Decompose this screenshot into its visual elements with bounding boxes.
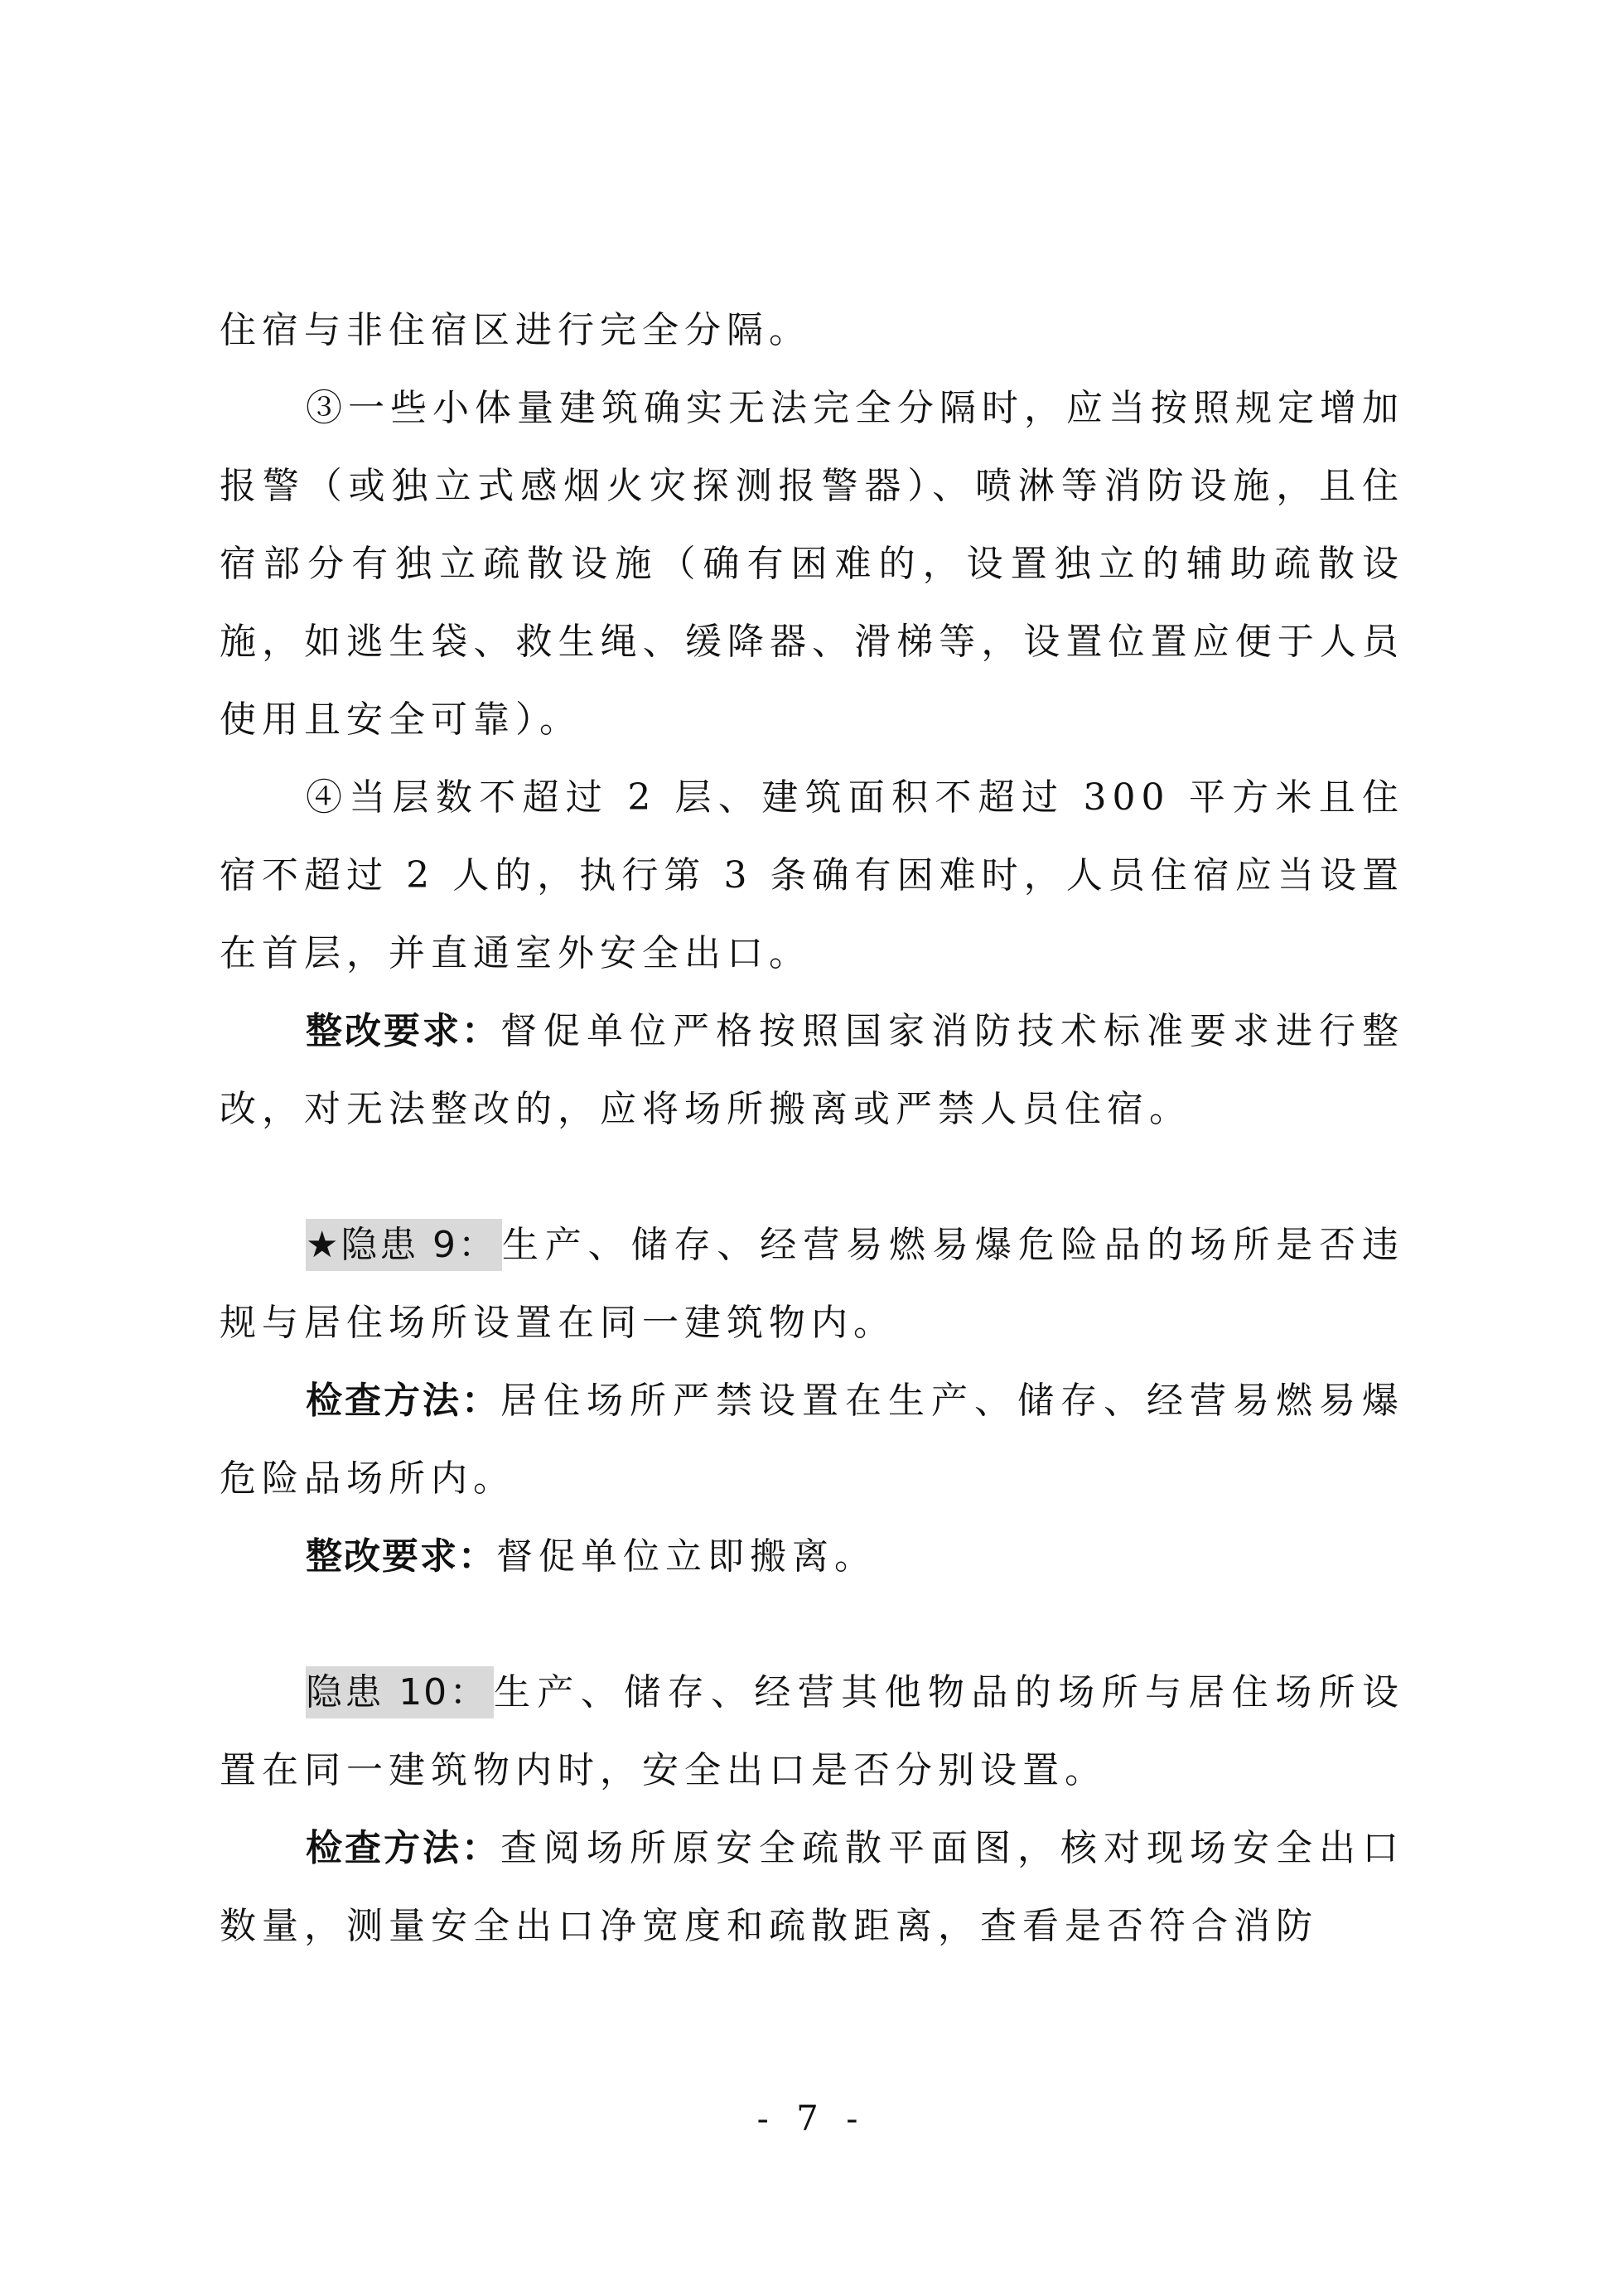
hazard-10-check	[220, 1810, 1404, 1965]
page-body	[220, 292, 1404, 1965]
hazard-9-title: 生产、储存、经营易燃易爆危险品的场所是否违规与居住场所设置在同一建筑物内。	[220, 1224, 1404, 1344]
section-gap	[220, 1596, 1404, 1654]
rectification-text: 督促单位严格按照国家消防技术标准要求进行整改，对无法整改的，应将场所搬离或严禁人员住宿。	[220, 1010, 1404, 1130]
paragraph-continuation: 住宿与非住宿区进行完全分隔。	[220, 309, 811, 351]
rectification-label: 整改要求：	[306, 1010, 500, 1052]
hazard-10-title: 生产、储存、经营其他物品的场所与居住场所设置在同一建筑物内时，安全出口是否分别设置。	[220, 1671, 1404, 1791]
hazard-10-check-label: 检查方法：	[306, 1827, 500, 1869]
hazard-9-tag: ★隐患 9：	[306, 1219, 502, 1271]
hazard-9-check-label: 检查方法：	[306, 1380, 500, 1422]
rectification-paragraph	[220, 993, 1404, 1148]
hazard-9-check-text: 居住场所严禁设置在生产、储存、经营易燃易爆危险品场所内。	[220, 1380, 1404, 1500]
hazard-10-tag: 隐患 10：	[306, 1666, 494, 1718]
paragraph-item-4: ④当层数不超过 2 层、建筑面积不超过 300 平方米且住宿不超过 2 人的，执行第 3 条确有困难时，人员住宿应当设置在首层，并直通室外安全出口。	[220, 776, 1404, 974]
hazard-10-heading	[220, 1654, 1404, 1810]
hazard-9-heading	[220, 1206, 1404, 1362]
section-gap	[220, 1148, 1404, 1206]
paragraph-item-3: ③一些小体量建筑确实无法完全分隔时，应当按照规定增加报警（或独立式感烟火灾探测报警器）、喷淋等消防设施，且住宿部分有独立疏散设施（确有困难的，设置独立的辅助疏散设施，如逃生袋、救生绳、缓降器、滑梯等，设置位置应便于人员使用且安全可靠）。	[220, 387, 1404, 741]
page-number: - 7 -	[756, 2098, 867, 2139]
hazard-9-fix-text: 督促单位立即搬离。	[496, 1535, 877, 1578]
hazard-9-fix	[220, 1518, 1404, 1596]
hazard-9-fix-label: 整改要求：	[306, 1535, 496, 1578]
hazard-10-check-text: 查阅场所原安全疏散平面图，核对现场安全出口数量，测量安全出口净宽度和疏散距离，查看是否符合消防	[220, 1827, 1404, 1947]
hazard-9-check	[220, 1362, 1404, 1518]
